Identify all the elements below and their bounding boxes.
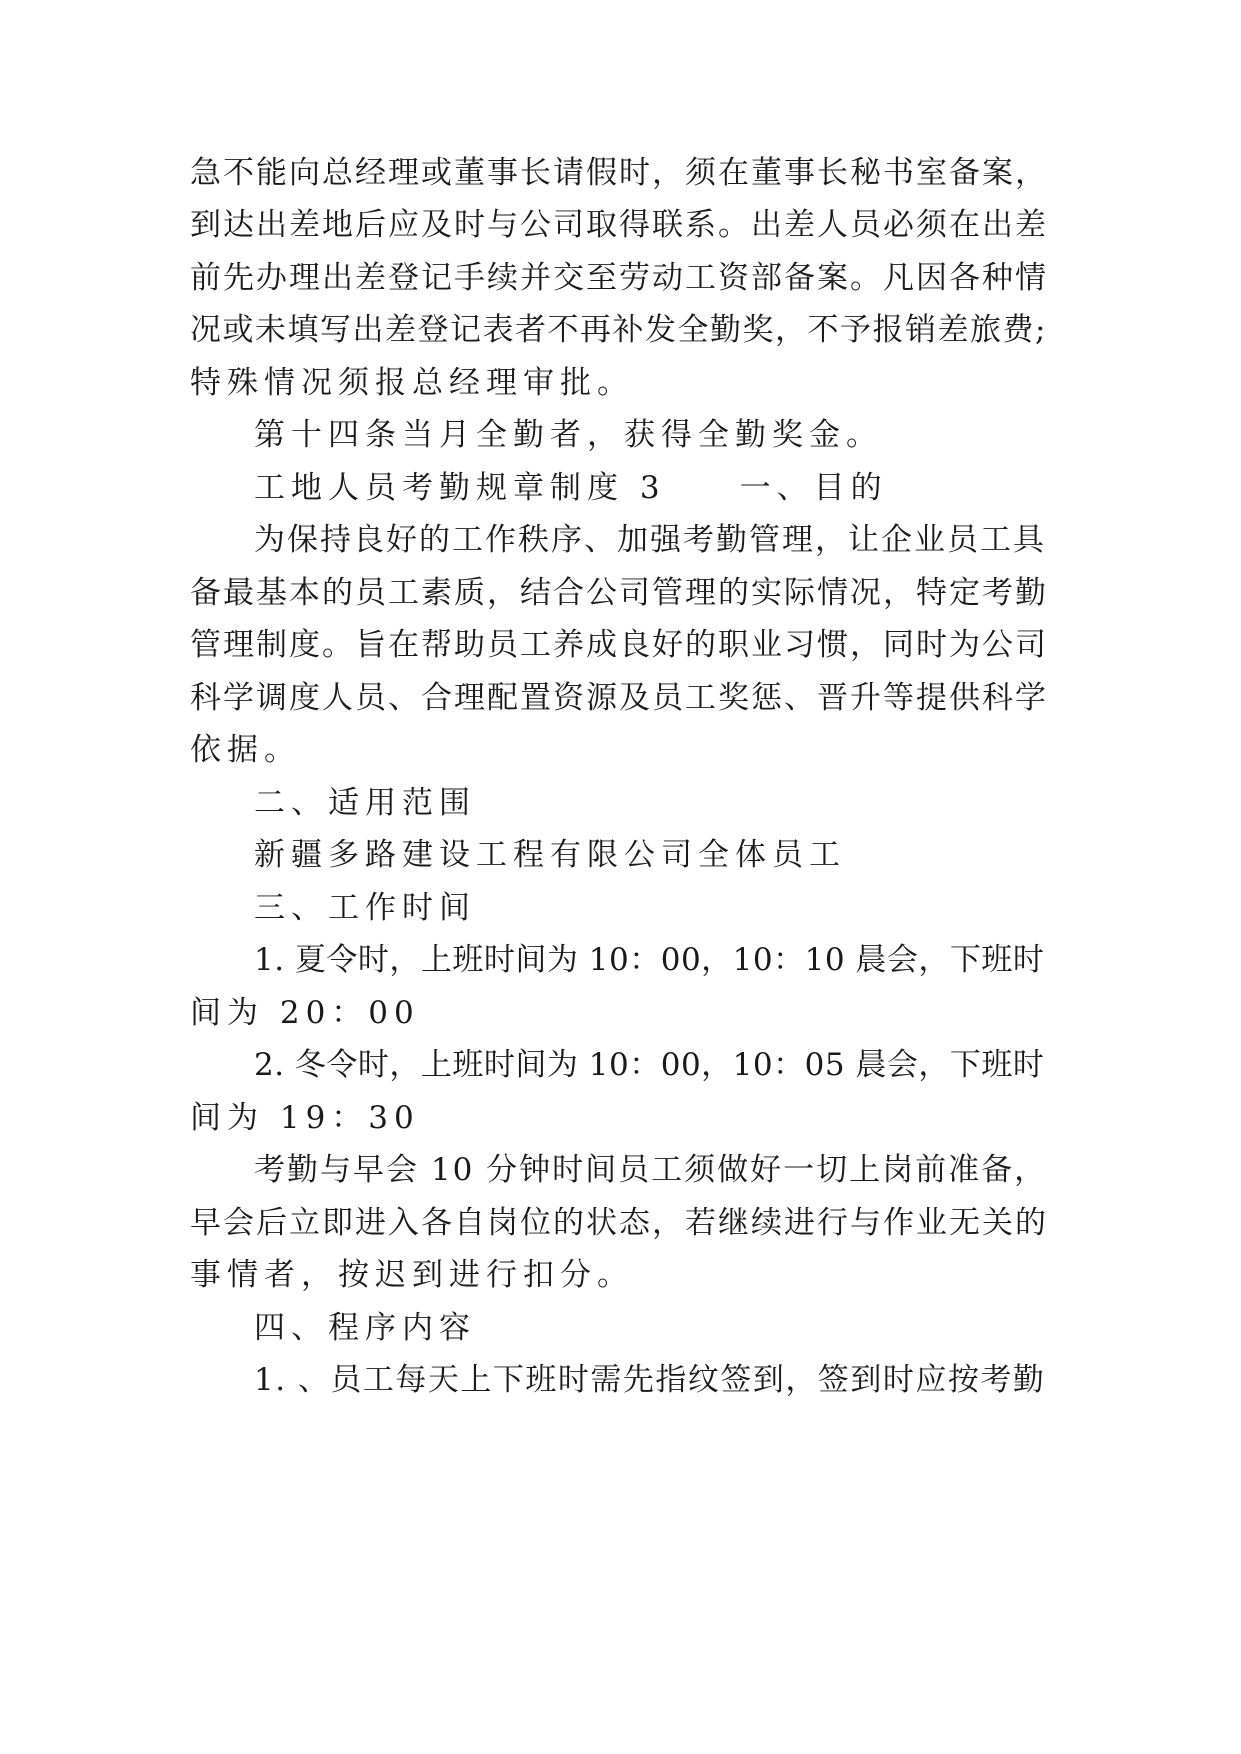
paragraph-line: 管理制度。旨在帮助员工养成良好的职业习惯，同时为公司 [190, 627, 1048, 663]
section-heading-scope: 二、适用范围 [254, 785, 476, 821]
paragraph-line: 为保持良好的工作秩序、加强考勤管理，让企业员工具 [254, 522, 1046, 558]
section-heading-procedure: 四、程序内容 [254, 1310, 476, 1346]
paragraph-line: 早会后立即进入各自岗位的状态，若继续进行与作业无关的 [190, 1205, 1048, 1241]
section-heading-work-time: 三、工作时间 [254, 890, 476, 926]
paragraph-line: 依据。 [190, 732, 301, 768]
section-heading-purpose: 工地人员考勤规章制度 3 一、目的 [254, 470, 888, 506]
list-item-summer: 1. 夏令时，上班时间为 10：00，10：10 晨会，下班时 [254, 942, 1045, 978]
paragraph-line: 事情者，按迟到进行扣分。 [190, 1257, 634, 1293]
paragraph-line: 新疆多路建设工程有限公司全体员工 [254, 837, 846, 873]
list-item-winter: 2. 冬令时，上班时间为 10：00，10：05 晨会，下班时 [254, 1047, 1045, 1083]
paragraph-line: 间为 20：00 [190, 995, 420, 1031]
list-item-procedure-1: 1. 、员工每天上下班时需先指纹签到，签到时应按考勤 [254, 1362, 1046, 1398]
paragraph-line: 间为 19：30 [190, 1100, 420, 1136]
paragraph-line: 况或未填写出差登记表者不再补发全勤奖，不予报销差旅费; [190, 312, 1047, 348]
paragraph-line: 到达出差地后应及时与公司取得联系。出差人员必须在出差 [190, 207, 1048, 243]
paragraph-line: 急不能向总经理或董事长请假时，须在董事长秘书室备案， [190, 155, 1048, 191]
article-14-line: 第十四条当月全勤者，获得全勤奖金。 [254, 417, 883, 453]
paragraph-line: 前先办理出差登记手续并交至劳动工资部备案。凡因各种情 [190, 260, 1048, 296]
paragraph-line: 科学调度人员、合理配置资源及员工奖惩、晋升等提供科学 [190, 680, 1048, 716]
paragraph-line: 考勤与早会 10 分钟时间员工须做好一切上岗前准备， [254, 1152, 1048, 1188]
paragraph-line: 备最基本的员工素质，结合公司管理的实际情况，特定考勤 [190, 575, 1048, 611]
paragraph-line: 特殊情况须报总经理审批。 [190, 365, 634, 401]
